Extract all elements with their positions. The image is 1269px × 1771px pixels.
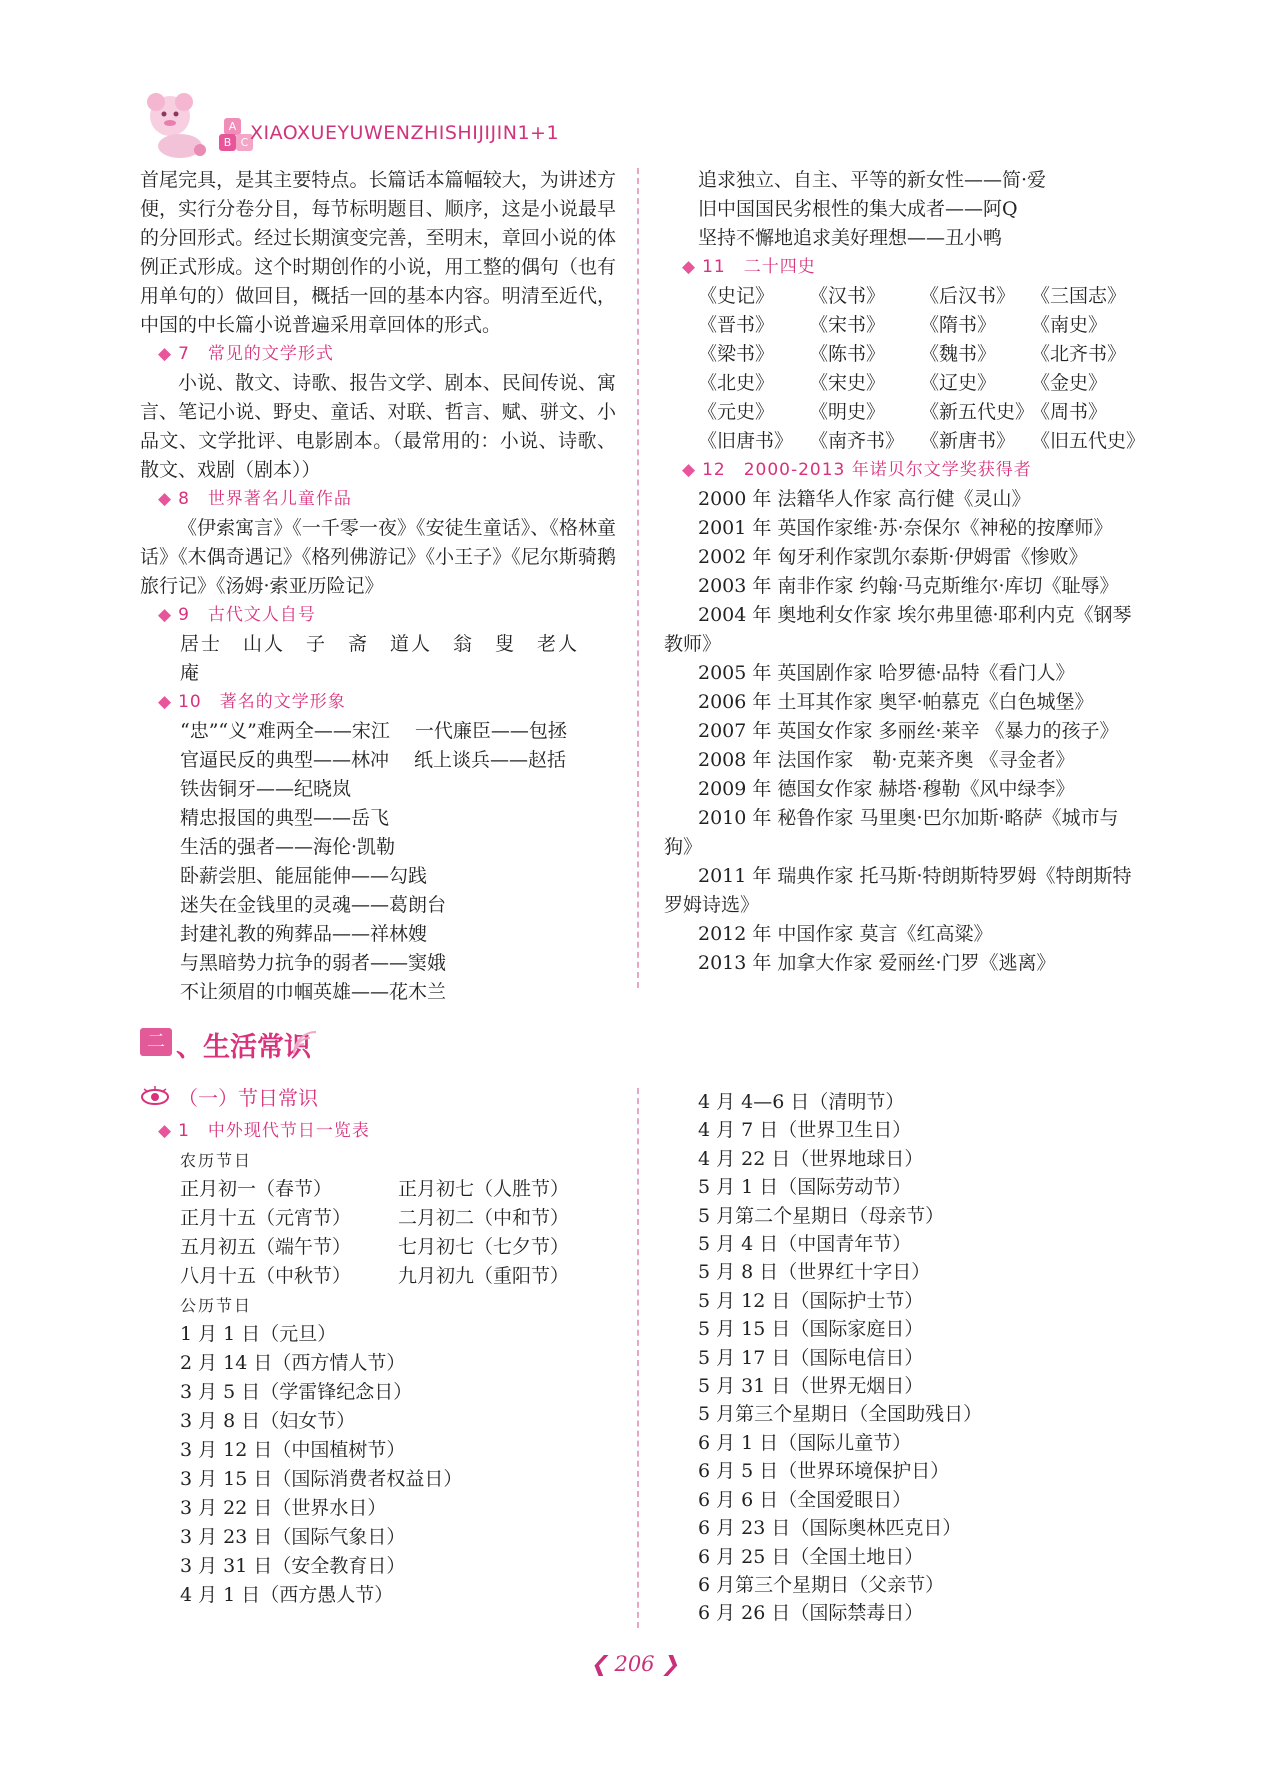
nobel-entry: 2012 年 中国作家 莫言《红高粱》 (698, 923, 993, 945)
page-number-value: 206 (614, 1652, 655, 1676)
section-number-badge: 二 (140, 1028, 172, 1056)
left-column-bottom (140, 1117, 616, 1610)
history-title: 《三国志》 (1031, 285, 1127, 307)
festival: 3 月 23 日（国际气象日） (180, 1526, 406, 1548)
festival: 五月初五（端午节） (180, 1236, 352, 1258)
festival: 4 月 4—6 日（清明节） (698, 1091, 905, 1113)
history-title: 《南齐书》 (809, 430, 905, 452)
block-a-icon: A (224, 118, 241, 135)
figure-line: 生活的强者——海伦·凯勒 (180, 836, 396, 858)
section-8-heading (140, 485, 616, 514)
left-bracket-icon: ❮ (590, 1652, 608, 1676)
nobel-entry: 2006 年 土耳其作家 奥罕·帕慕克《白色城堡》 (698, 691, 1094, 713)
history-row (664, 340, 1144, 369)
nobel-entry: 2005 年 英国剧作家 哈罗德·品特《看门人》 (698, 662, 1075, 684)
festival: 6 月 1 日（国际儿童节） (698, 1431, 912, 1454)
history-title: 《陈书》 (809, 343, 886, 365)
section-11-title: 11 二十四史 (702, 257, 816, 277)
nobel-entry: 2004 年 奥地利女作家 埃尔弗里德·耶利内克《钢琴教师》 (664, 604, 1132, 655)
section-8-title: 8 世界著名儿童作品 (178, 489, 352, 509)
section-9-heading (140, 601, 616, 630)
solar-heading: 公历节日 (180, 1296, 253, 1315)
section-9-text: 居士 山人 子 斋 道人 翁 叟 老人 庵 (180, 633, 601, 684)
festival: 3 月 22 日（世界水日） (180, 1497, 387, 1519)
lunar-row (140, 1233, 616, 1262)
festival: 3 月 15 日（国际消费者权益日） (180, 1468, 463, 1490)
history-title: 《金史》 (1031, 372, 1108, 394)
diamond-icon: ◆ (158, 692, 173, 712)
eye-icon (140, 1086, 170, 1113)
festival: 九月初九（重阳节） (398, 1265, 570, 1287)
history-title: 《旧唐书》 (698, 430, 794, 452)
history-title: 《元史》 (698, 401, 775, 423)
nobel-entry: 2000 年 法籍华人作家 高行健《灵山》 (698, 488, 1031, 510)
lunar-heading: 农历节日 (180, 1151, 253, 1170)
festival: 6 月 26 日（国际禁毒日） (698, 1602, 924, 1625)
section-1-heading (140, 1117, 616, 1146)
column-divider-bottom (637, 1088, 639, 1628)
history-title: 《北史》 (698, 372, 775, 394)
diamond-icon: ◆ (158, 344, 173, 364)
figure-line: 坚持不懈地追求美好理想——丑小鸭 (698, 227, 1003, 249)
history-title: 《辽史》 (920, 372, 997, 394)
festival: 5 月第三个星期日（全国助残日） (698, 1403, 983, 1426)
history-title: 《晋书》 (698, 314, 775, 336)
history-row (664, 398, 1144, 427)
block-b-icon: B (219, 134, 236, 151)
history-title: 《宋书》 (809, 314, 886, 336)
festival: 5 月 12 日（国际护士节） (698, 1289, 924, 1312)
festival: 5 月第二个星期日（母亲节） (698, 1204, 945, 1227)
history-title: 《隋书》 (920, 314, 997, 336)
history-row (664, 369, 1144, 398)
festival: 6 月 23 日（国际奥林匹克日） (698, 1517, 962, 1540)
festival: 正月初七（人胜节） (398, 1178, 570, 1200)
section-10-title: 10 著名的文学形象 (178, 692, 346, 712)
history-title: 《魏书》 (920, 343, 997, 365)
figure-line: 迷失在金钱里的灵魂——葛朗台 (180, 894, 447, 916)
history-title: 《北齐书》 (1031, 343, 1127, 365)
section-1-title: 1 中外现代节日一览表 (178, 1121, 370, 1141)
history-title: 《明史》 (809, 401, 886, 423)
right-bracket-icon: ❯ (661, 1652, 679, 1676)
section-7-title: 7 常见的文学形式 (178, 344, 334, 364)
festival: 6 月第三个星期日（父亲节） (698, 1573, 945, 1596)
festival: 八月十五（中秋节） (180, 1265, 352, 1287)
right-column-top (664, 166, 1144, 978)
history-title: 《宋史》 (809, 372, 886, 394)
figure-line: 卧薪尝胆、能屈能伸——勾践 (180, 865, 428, 887)
history-title: 《汉书》 (809, 285, 886, 307)
festival: 3 月 12 日（中国植树节） (180, 1439, 406, 1461)
signal-waves-icon (290, 1028, 320, 1058)
section-banner-title: 、生活常识 (176, 1032, 311, 1063)
figure-line: 与黑暗势力抗争的弱者——窦娥 (180, 952, 447, 974)
section-12-heading (664, 456, 1144, 485)
history-title: 《旧五代史》 (1031, 430, 1146, 452)
festival: 1 月 1 日（元旦） (180, 1323, 337, 1345)
diamond-icon: ◆ (682, 257, 697, 277)
history-row (664, 282, 1144, 311)
festival: 5 月 31 日（世界无烟日） (698, 1375, 924, 1398)
nobel-entry: 2010 年 秘鲁作家 马里奥·巴尔加斯·略萨《城市与狗》 (664, 807, 1119, 858)
history-title: 《周书》 (1031, 401, 1108, 423)
mascot-logo (140, 88, 230, 158)
header-title: XIAOXUEYUWENZHISHIJIJIN1+1 (250, 122, 560, 144)
festival: 3 月 5 日（学雷锋纪念日） (180, 1381, 413, 1403)
section-12-title: 12 2000-2013 年诺贝尔文学奖获得者 (702, 460, 1032, 480)
history-title: 《梁书》 (698, 343, 775, 365)
nobel-entry: 2013 年 加拿大作家 爱丽丝·门罗《逃离》 (698, 952, 1056, 974)
nobel-list (664, 485, 1144, 978)
subsection-heading (140, 1082, 318, 1113)
nobel-entry: 2009 年 德国女作家 赫塔·穆勒《风中绿李》 (698, 778, 1075, 800)
diamond-icon: ◆ (158, 489, 173, 509)
nobel-entry: 2011 年 瑞典作家 托马斯·特朗斯特罗姆《特朗斯特罗姆诗选》 (664, 865, 1132, 916)
festival: 4 月 7 日（世界卫生日） (698, 1119, 912, 1142)
figure-line: “忠”“义”难两全——宋江 一代廉臣——包拯 (180, 720, 567, 742)
figure-line: 追求独立、自主、平等的新女性——简·爱 (698, 169, 1047, 191)
festival: 5 月 15 日（国际家庭日） (698, 1318, 924, 1341)
festival: 5 月 17 日（国际电信日） (698, 1346, 924, 1369)
history-title: 《后汉书》 (920, 285, 1016, 307)
figure-line: 铁齿铜牙——纪晓岚 (180, 778, 352, 800)
festival: 4 月 22 日（世界地球日） (698, 1147, 924, 1170)
figure-line: 不让须眉的巾帼英雄——花木兰 (180, 981, 447, 1003)
history-title: 《新五代史》 (920, 401, 1035, 423)
lunar-row (140, 1175, 616, 1204)
figure-line: 精忠报国的典型——岳飞 (180, 807, 390, 829)
festival: 3 月 31 日（安全教育日） (180, 1555, 406, 1577)
figure-line: 官逼民反的典型——林冲 纸上谈兵——赵括 (180, 749, 567, 771)
festival: 4 月 1 日（西方愚人节） (180, 1584, 394, 1606)
column-divider-top (637, 168, 639, 988)
festival: 正月初一（春节） (180, 1178, 333, 1200)
left-column-top (140, 166, 616, 1007)
diamond-icon: ◆ (158, 605, 173, 625)
festival: 七月初七（七夕节） (398, 1236, 570, 1258)
festival: 5 月 8 日（世界红十字日） (698, 1261, 931, 1284)
history-title: 《南史》 (1031, 314, 1108, 336)
nobel-entry: 2007 年 英国女作家 多丽丝·莱辛 《暴力的孩子》 (698, 720, 1119, 742)
history-title: 《新唐书》 (920, 430, 1016, 452)
block-c-icon: C (236, 134, 253, 151)
section-9-title: 9 古代文人自号 (178, 605, 316, 625)
festival: 5 月 1 日（国际劳动节） (698, 1176, 912, 1199)
lunar-row (140, 1262, 616, 1291)
festival: 正月十五（元宵节） (180, 1207, 352, 1229)
history-row (664, 311, 1144, 340)
figure-line: 封建礼教的殉葬品——祥林嫂 (180, 923, 428, 945)
festival: 2 月 14 日（西方情人节） (180, 1352, 406, 1374)
section-7-heading (140, 340, 616, 369)
lunar-row (140, 1204, 616, 1233)
section-7-text: 小说、散文、诗歌、报告文学、剧本、民间传说、寓言、笔记小说、野史、童话、对联、哲言、赋、骈文、小品文、文学批评、电影剧本。（最常用的：小说、诗歌、散文、戏剧（剧本）） (140, 372, 616, 481)
festival: 二月初二（中和节） (398, 1207, 570, 1229)
festival: 6 月 6 日（全国爱眼日） (698, 1488, 912, 1511)
page-number (0, 1652, 1269, 1676)
intro-paragraph: 首尾完具，是其主要特点。长篇话本篇幅较大，为讲述方便，实行分卷分目，每节标明题目、顺序，这是小说最早的分回形式。经过长期演变完善，至明末，章回小说的体例正式形成。这个时期创作的小说，用工整的偶句（也有用单句的）做回目，概括一回的基本内容。明清至近代，中国的中长篇小说普遍采用章回体的形式。 (140, 169, 616, 336)
diamond-icon: ◆ (158, 1121, 173, 1141)
festival: 6 月 25 日（全国土地日） (698, 1545, 924, 1568)
festival: 3 月 8 日（妇女节） (180, 1410, 356, 1432)
right-column-bottom (664, 1088, 1144, 1628)
history-row (664, 427, 1144, 456)
nobel-entry: 2001 年 英国作家维·苏·奈保尔《神秘的按摩师》 (698, 517, 1113, 539)
figure-line: 旧中国国民劣根性的集大成者——阿Q (698, 198, 1018, 220)
nobel-entry: 2003 年 南非作家 约翰·马克斯维尔·库切《耻辱》 (698, 575, 1119, 597)
section-10-heading (140, 688, 616, 717)
festival: 6 月 5 日（世界环境保护日） (698, 1460, 950, 1483)
diamond-icon: ◆ (682, 460, 697, 480)
nobel-entry: 2008 年 法国作家 勒·克莱齐奥 《寻金者》 (698, 749, 1075, 771)
festival: 5 月 4 日（中国青年节） (698, 1233, 912, 1256)
section-11-heading (664, 253, 1144, 282)
subsection-title: （一）节日常识 (178, 1086, 318, 1110)
nobel-entry: 2002 年 匈牙利作家凯尔泰斯·伊姆雷《惨败》 (698, 546, 1088, 568)
section-8-text: 《伊索寓言》《一千零一夜》《安徒生童话》、《格林童话》《木偶奇遇记》《格列佛游记》《小王子》《尼尔斯骑鹅旅行记》《汤姆·索亚历险记》 (140, 517, 616, 597)
history-title: 《史记》 (698, 285, 775, 307)
